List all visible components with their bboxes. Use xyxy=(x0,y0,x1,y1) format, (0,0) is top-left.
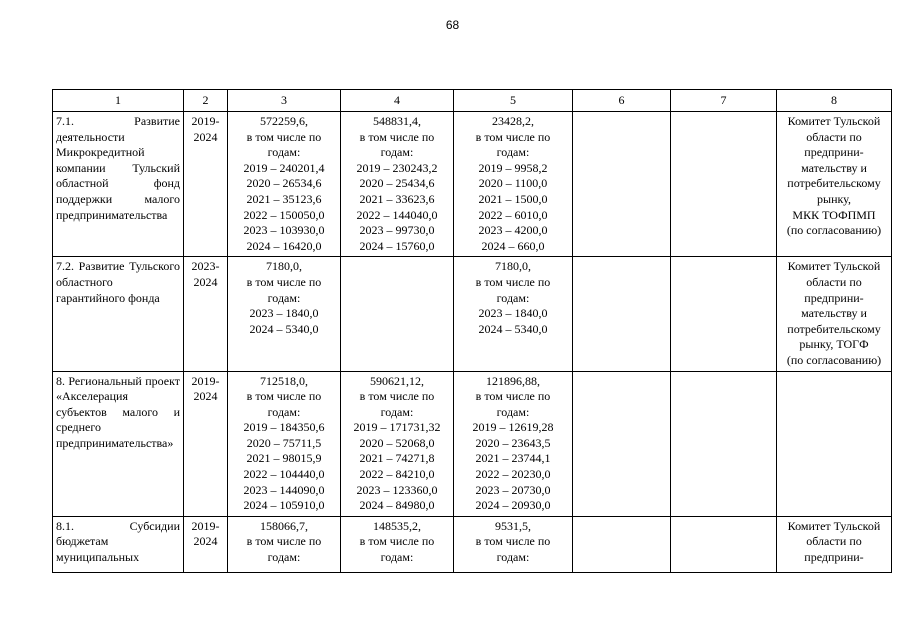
funding-total-cell xyxy=(228,257,341,371)
cell-line: годам: xyxy=(380,145,414,160)
cell-line: 2024 – 20930,0 xyxy=(475,498,551,513)
header-cell: 4 xyxy=(341,90,454,112)
cell-line: 2020 – 25434,6 xyxy=(359,176,435,191)
funding-federal-cell xyxy=(454,371,573,516)
funding-total-cell xyxy=(228,516,341,572)
cell-line: 2021 – 74271,8 xyxy=(359,451,435,466)
cell-line: 2022 – 84210,0 xyxy=(359,467,435,482)
cell-line: предприни- xyxy=(804,290,864,305)
cell-line: Комитет Тульской xyxy=(787,259,881,274)
cell-line: мательству и xyxy=(801,306,867,321)
table-row xyxy=(53,257,892,371)
cell-line: годам: xyxy=(267,550,301,565)
cell-line: предприни- xyxy=(804,550,864,565)
header-cell: 2 xyxy=(184,90,228,112)
cell-line: (по согласованию) xyxy=(786,223,882,238)
cell-line: в том числе по xyxy=(475,389,551,404)
cell-line: 2024 – 5340,0 xyxy=(478,321,548,336)
cell-line: 548831,4, xyxy=(373,114,421,128)
empty-cell xyxy=(671,257,777,371)
cell-line: 2023 – 20730,0 xyxy=(475,482,551,497)
cell-line: МКК ТОФПМП xyxy=(792,207,876,222)
cell-line: 2020 – 75711,5 xyxy=(246,435,322,450)
period-cell: 2019-2024 xyxy=(184,371,228,516)
funding-total-cell xyxy=(228,371,341,516)
cell-line: Комитет Тульской xyxy=(787,518,881,533)
funding-federal-cell xyxy=(454,516,573,572)
cell-line: 2023 – 123360,0 xyxy=(356,482,438,497)
cell-line: 2019 – 12619,28 xyxy=(472,420,554,435)
responsible-cell xyxy=(777,257,892,371)
cell-line: 2024 – 16420,0 xyxy=(246,238,322,253)
cell-line: 590621,12, xyxy=(370,373,424,388)
table-row xyxy=(53,371,892,516)
cell-line: 2023 – 1840,0 xyxy=(249,306,319,321)
cell-line: в том числе по xyxy=(246,274,322,289)
period-cell: 2019-2024 xyxy=(184,516,228,572)
cell-line: в том числе по xyxy=(246,129,322,144)
empty-cell xyxy=(671,112,777,257)
cell-line: 2024 – 15760,0 xyxy=(359,238,435,253)
event-name-cell: 8. Региональный проект «Акселерация субъектов малого и среднего предпринимательства» xyxy=(53,371,184,516)
header-cell: 7 xyxy=(671,90,777,112)
cell-line: 2020 – 1100,0 xyxy=(478,176,548,191)
cell-line: 2024 – 660,0 xyxy=(481,238,545,253)
cell-line: 2021 – 23744,1 xyxy=(475,451,551,466)
cell-line: 2019 – 171731,32 xyxy=(353,420,441,435)
funding-total-cell xyxy=(228,112,341,257)
empty-cell xyxy=(573,516,671,572)
cell-line: 2020 – 23643,5 xyxy=(475,435,551,450)
cell-line: 712518,0, xyxy=(260,373,308,388)
cell-line: годам: xyxy=(267,404,301,419)
header-cell: 3 xyxy=(228,90,341,112)
cell-line: в том числе по xyxy=(475,534,551,549)
responsible-cell xyxy=(777,516,892,572)
cell-line: 2021 – 1500,0 xyxy=(478,191,548,206)
cell-line: 2024 – 84980,0 xyxy=(359,498,435,513)
cell-line: 2020 – 52068,0 xyxy=(359,435,435,450)
event-name-cell: 8.1. Субсидии бюджетам муниципальных xyxy=(53,516,184,572)
funding-regional-cell xyxy=(341,371,454,516)
cell-line: в том числе по xyxy=(475,274,551,289)
cell-line: годам: xyxy=(380,550,414,565)
program-table xyxy=(52,89,892,573)
cell-line: 2021 – 33623,6 xyxy=(359,191,435,206)
cell-line: 2024 – 105910,0 xyxy=(243,498,325,513)
empty-cell xyxy=(671,516,777,572)
cell-line: 2019 – 184350,6 xyxy=(243,420,325,435)
header-row xyxy=(53,90,892,112)
cell-line: 23428,2, xyxy=(492,114,534,128)
funding-regional-cell xyxy=(341,257,454,371)
header-cell: 8 xyxy=(777,90,892,112)
cell-line: 2021 – 35123,6 xyxy=(246,191,322,206)
cell-line: 2022 – 150050,0 xyxy=(243,207,325,222)
cell-line: 7180,0, xyxy=(266,259,302,274)
cell-line: 572259,6, xyxy=(260,114,308,128)
cell-line: в том числе по xyxy=(246,389,322,404)
cell-line: 2022 – 144040,0 xyxy=(356,207,438,222)
funding-regional-cell xyxy=(341,112,454,257)
cell-line: годам: xyxy=(496,145,530,160)
cell-line: в том числе по xyxy=(359,129,435,144)
empty-cell xyxy=(573,371,671,516)
cell-line: в том числе по xyxy=(246,534,322,549)
event-name-cell: 7.2. Развитие Тульского областного гарантийного фонда xyxy=(53,257,184,371)
cell-line: в том числе по xyxy=(359,389,435,404)
cell-line: 2019 – 240201,4 xyxy=(243,160,325,175)
cell-line: области по xyxy=(806,274,862,289)
cell-line: Комитет Тульской xyxy=(787,114,881,128)
cell-line: 2020 – 26534,6 xyxy=(246,176,322,191)
cell-line: годам: xyxy=(496,550,530,565)
cell-line: 158066,7, xyxy=(260,518,308,533)
cell-line: 121896,88, xyxy=(486,373,540,388)
cell-line: 2022 – 20230,0 xyxy=(475,467,551,482)
table-row xyxy=(53,516,892,572)
cell-line: 2023 – 4200,0 xyxy=(478,223,548,238)
cell-line: 2024 – 5340,0 xyxy=(249,321,319,336)
cell-line: 2023 – 144090,0 xyxy=(243,482,325,497)
empty-cell xyxy=(573,112,671,257)
funding-federal-cell xyxy=(454,112,573,257)
period-cell: 2023-2024 xyxy=(184,257,228,371)
cell-line: в том числе по xyxy=(359,534,435,549)
cell-line: 7180,0, xyxy=(495,259,531,274)
cell-line: (по согласованию) xyxy=(786,352,882,367)
cell-line: рынку, xyxy=(817,191,851,206)
cell-line: рынку, ТОГФ xyxy=(799,337,869,352)
cell-line: 148535,2, xyxy=(373,518,421,533)
cell-line: годам: xyxy=(380,404,414,419)
cell-line: годам: xyxy=(267,290,301,305)
header-cell: 5 xyxy=(454,90,573,112)
cell-line: 2021 – 98015,9 xyxy=(246,451,322,466)
table-row xyxy=(53,112,892,257)
empty-cell xyxy=(573,257,671,371)
responsible-cell xyxy=(777,371,892,516)
cell-line: в том числе по xyxy=(475,129,551,144)
header-cell: 6 xyxy=(573,90,671,112)
cell-line: области по xyxy=(806,129,862,144)
event-name-cell: 7.1. Развитие деятельности Микрокредитной компании Тульский областной фонд поддержки малого предпринимательства xyxy=(53,112,184,257)
funding-regional-cell xyxy=(341,516,454,572)
cell-line: годам: xyxy=(496,290,530,305)
page-number: 68 xyxy=(445,18,460,32)
cell-line: 2019 – 230243,2 xyxy=(356,160,438,175)
cell-line: области по xyxy=(806,534,862,549)
cell-line: годам: xyxy=(496,404,530,419)
cell-line: 9531,5, xyxy=(495,518,531,533)
cell-line: 2019 – 9958,2 xyxy=(478,160,548,175)
cell-line: мательству и xyxy=(801,160,867,175)
header-cell: 1 xyxy=(53,90,184,112)
responsible-cell xyxy=(777,112,892,257)
cell-line: предприни- xyxy=(804,145,864,160)
cell-line: 2022 – 6010,0 xyxy=(478,207,548,222)
empty-cell xyxy=(671,371,777,516)
cell-line: потребительскому xyxy=(787,176,881,191)
cell-line: 2023 – 1840,0 xyxy=(478,306,548,321)
period-cell: 2019-2024 xyxy=(184,112,228,257)
funding-federal-cell xyxy=(454,257,573,371)
cell-line: 2023 – 99730,0 xyxy=(359,223,435,238)
cell-line: 2023 – 103930,0 xyxy=(243,223,325,238)
cell-line: годам: xyxy=(267,145,301,160)
cell-line: потребительскому xyxy=(787,321,881,336)
cell-line: 2022 – 104440,0 xyxy=(243,467,325,482)
